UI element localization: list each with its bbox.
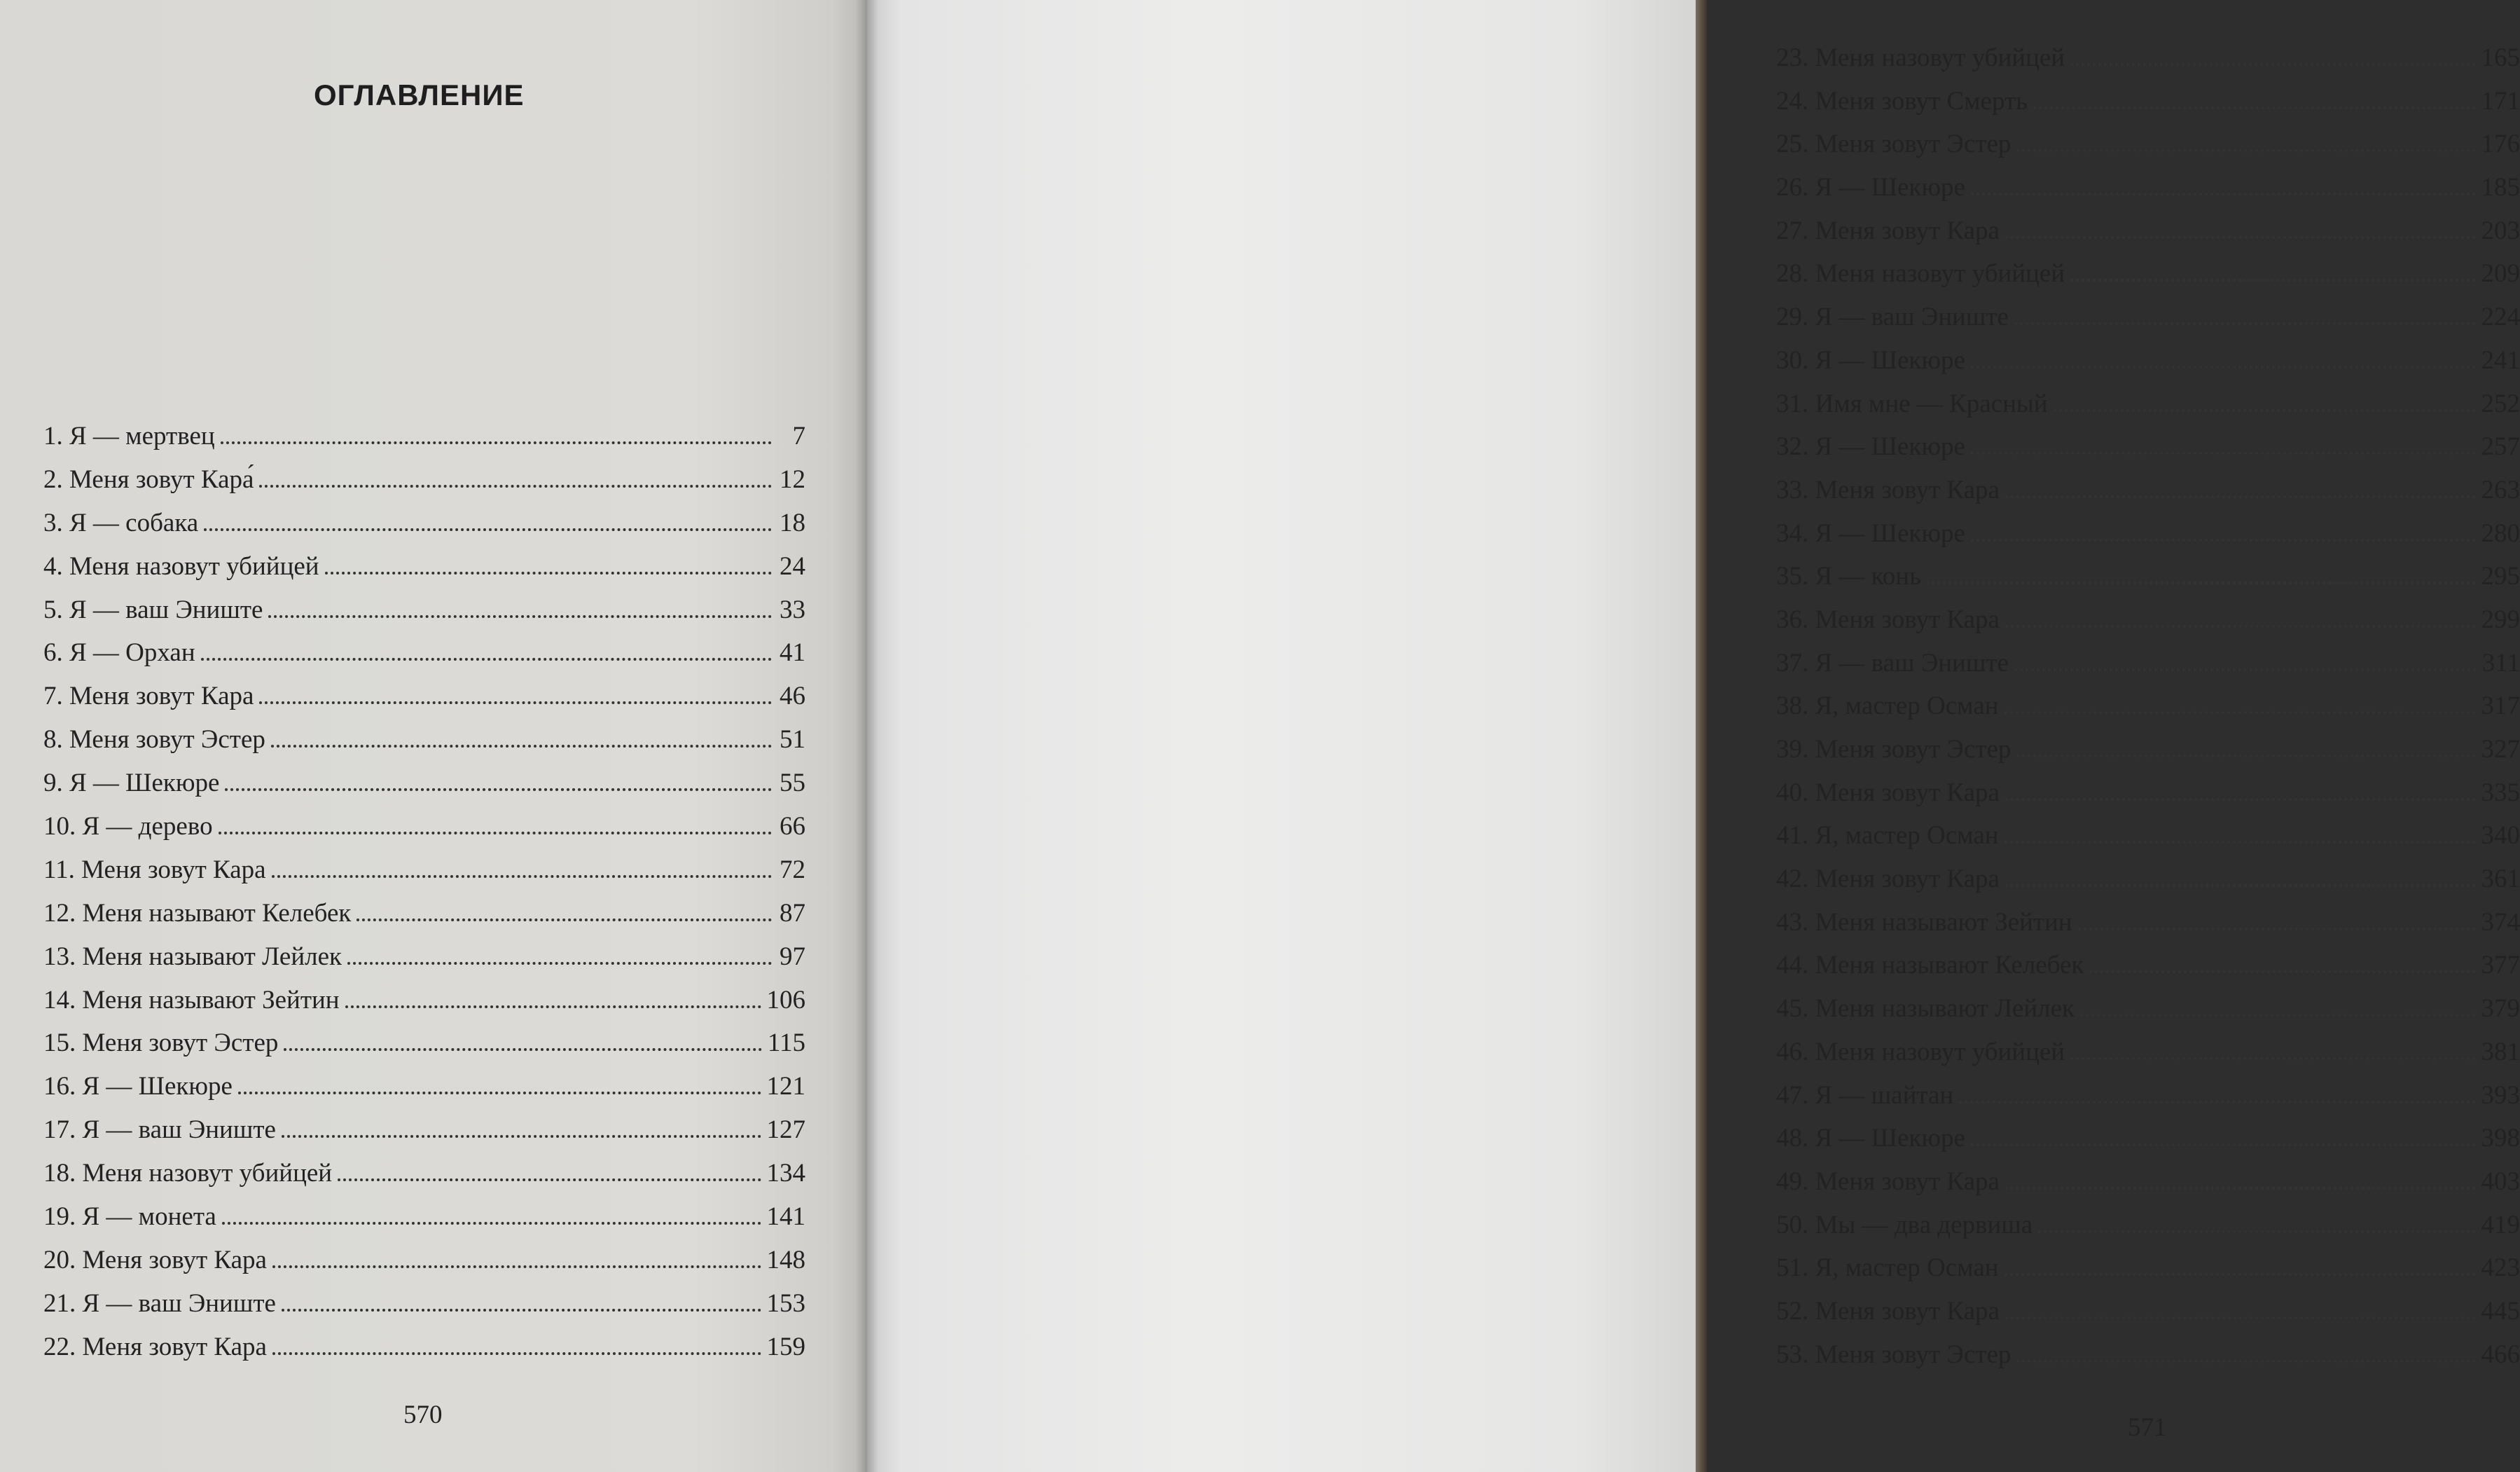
chapter-title: 2. Меня зовут Кара́ (43, 465, 254, 494)
dot-leader (2070, 63, 2475, 66)
dot-leader (1971, 193, 2476, 195)
chapter-page-number: 327 (2481, 735, 2520, 764)
dot-leader (2005, 495, 2476, 498)
chapter-title: 21. Я — ваш Эниште (43, 1288, 276, 1318)
toc-entry (43, 1108, 805, 1152)
toc-entry (1776, 296, 2520, 339)
chapter-title: 24. Меня зовут Смерть (1776, 86, 2028, 116)
chapter-page-number: 340 (2481, 821, 2520, 851)
chapter-title: 50. Мы — два дервиша (1776, 1210, 2033, 1239)
dot-leader (2070, 279, 2475, 282)
toc-entry (1776, 512, 2520, 556)
chapter-page-number: 403 (2481, 1167, 2520, 1196)
chapter-page-number: 311 (2481, 648, 2520, 677)
toc-entry (1776, 555, 2520, 598)
chapter-page-number: 97 (780, 942, 805, 971)
chapter-title: 38. Я, мастер Осман (1776, 692, 1999, 721)
chapter-page-number: 374 (2481, 907, 2520, 937)
chapter-page-number: 209 (2481, 259, 2520, 289)
chapter-page-number: 252 (2481, 389, 2520, 418)
chapter-page-number: 12 (780, 465, 805, 494)
toc-entry (1776, 685, 2520, 728)
toc-entry (1776, 771, 2520, 815)
dot-leader (219, 832, 772, 834)
chapter-title: 16. Я — Шекюре (43, 1072, 233, 1101)
chapter-page-number: 41 (780, 638, 805, 668)
toc-entry (43, 631, 805, 675)
toc-entry (43, 935, 805, 979)
chapter-title: 45. Меня называют Лейлек (1776, 994, 2075, 1024)
dot-leader (356, 919, 772, 921)
toc-entry (43, 848, 805, 892)
chapter-page-number: 18 (780, 508, 805, 537)
chapter-page-number: 55 (780, 769, 805, 798)
toc-entry (1776, 1160, 2520, 1204)
dot-leader (2038, 1230, 2475, 1233)
dot-leader (1959, 1101, 2475, 1103)
toc-entry (43, 502, 805, 545)
chapter-title: 41. Я, мастер Осман (1776, 821, 1999, 851)
chapter-page-number: 398 (2481, 1124, 2520, 1153)
chapter-title: 7. Меня зовут Кара (43, 682, 254, 711)
chapter-page-number: 280 (2481, 518, 2520, 548)
toc-entry (1776, 1031, 2520, 1074)
chapter-title: 17. Я — ваш Эниште (43, 1115, 276, 1145)
chapter-page-number: 134 (766, 1159, 805, 1188)
dot-leader (2005, 1273, 2476, 1276)
dot-leader (1971, 366, 2476, 369)
chapter-title: 5. Я — ваш Эниште (43, 595, 263, 624)
chapter-page-number: 148 (766, 1245, 805, 1274)
toc-entry (1776, 469, 2520, 512)
dot-leader (222, 1222, 761, 1225)
toc-entry (1776, 36, 2520, 80)
dot-leader (2089, 970, 2475, 973)
chapter-title: 37. Я — ваш Эниште (1776, 648, 2009, 677)
chapter-title: 32. Я — Шекюре (1776, 432, 1965, 462)
dot-leader (2016, 1360, 2475, 1363)
toc-entry (1776, 209, 2520, 253)
toc-entry (1776, 252, 2520, 296)
chapter-title: 51. Я, мастер Осман (1776, 1253, 1999, 1283)
dot-leader (2016, 755, 2475, 757)
chapter-page-number: 317 (2481, 692, 2520, 721)
toc-entry (1776, 80, 2520, 123)
chapter-title: 19. Я — монета (43, 1202, 216, 1232)
dot-leader (2078, 928, 2476, 930)
chapter-title: 12. Меня называют Келебек (43, 898, 352, 928)
toc-entry (43, 1065, 805, 1108)
dot-leader (2005, 711, 2476, 714)
dot-leader (2005, 841, 2476, 844)
chapter-page-number: 379 (2481, 994, 2520, 1024)
chapter-page-number: 115 (767, 1029, 805, 1058)
chapter-title: 27. Меня зовут Кара (1776, 216, 2000, 245)
dot-leader (347, 962, 772, 965)
chapter-page-number: 171 (2481, 86, 2520, 116)
chapter-title: 6. Я — Орхан (43, 638, 195, 668)
chapter-title: 15. Меня зовут Эстер (43, 1029, 279, 1058)
chapter-page-number: 159 (766, 1332, 805, 1361)
chapter-page-number: 445 (2481, 1296, 2520, 1326)
chapter-title: 49. Меня зовут Кара (1776, 1167, 2000, 1196)
chapter-title: 52. Меня зовут Кара (1776, 1296, 2000, 1326)
toc-entry (43, 1282, 805, 1326)
page-number-right: 571 (2128, 1413, 2167, 1442)
dot-leader (284, 1048, 761, 1051)
dot-leader (282, 1309, 761, 1312)
dot-leader (1971, 452, 2476, 455)
chapter-title: 36. Меня зовут Кара (1776, 605, 2000, 634)
toc-entry (1776, 814, 2520, 858)
chapter-title: 8. Меня зовут Эстер (43, 725, 265, 755)
toc-entry (43, 1326, 805, 1369)
toc-entry (43, 1152, 805, 1195)
chapter-page-number: 7 (792, 422, 805, 450)
chapter-page-number: 185 (2481, 173, 2520, 202)
dot-leader (204, 528, 772, 531)
chapter-title: 34. Я — Шекюре (1776, 518, 1965, 548)
chapter-page-number: 51 (780, 725, 805, 755)
chapter-page-number: 87 (780, 898, 805, 928)
toc-entry (1776, 987, 2520, 1031)
chapter-title: 48. Я — Шекюре (1776, 1124, 1965, 1153)
chapter-title: 47. Я — шайтан (1776, 1080, 1954, 1110)
left-page (0, 0, 867, 1472)
chapter-title: 23. Меня назовут убийцей (1776, 43, 2065, 72)
toc-list-left (43, 415, 805, 1369)
dot-leader (2014, 322, 2476, 325)
chapter-title: 14. Меня называют Зейтин (43, 985, 340, 1014)
chapter-page-number: 72 (780, 855, 805, 884)
chapter-title: 9. Я — Шекюре (43, 769, 220, 798)
chapter-page-number: 423 (2481, 1253, 2520, 1283)
toc-entry (1776, 1117, 2520, 1160)
toc-entry (43, 1239, 805, 1282)
chapter-title: 29. Я — ваш Эниште (1776, 303, 2009, 332)
dot-leader (221, 441, 772, 444)
chapter-title: 20. Меня зовут Кара (43, 1245, 267, 1274)
dot-leader (2005, 236, 2476, 239)
toc-entry (43, 458, 805, 502)
dot-leader (338, 1178, 761, 1181)
chapter-title: 18. Меня назовут убийцей (43, 1159, 333, 1188)
dot-leader (2005, 625, 2476, 628)
book-page-edge (1696, 0, 1707, 1472)
chapter-page-number: 24 (780, 551, 805, 581)
toc-entry (1776, 858, 2520, 901)
chapter-title: 25. Меня зовут Эстер (1776, 130, 2012, 159)
chapter-page-number: 361 (2481, 865, 2520, 894)
dot-leader (325, 572, 772, 575)
chapter-page-number: 299 (2481, 605, 2520, 634)
chapter-title: 40. Меня зовут Кара (1776, 778, 2000, 807)
toc-entry (43, 718, 805, 762)
dot-leader (2005, 1187, 2476, 1190)
dot-leader (2005, 884, 2476, 887)
chapter-page-number: 106 (766, 985, 805, 1014)
dot-leader (345, 1005, 761, 1008)
chapter-page-number: 121 (766, 1072, 805, 1101)
toc-list-right (1776, 36, 2520, 1376)
chapter-title: 43. Меня называют Зейтин (1776, 907, 2072, 937)
toc-entry (1776, 728, 2520, 771)
chapter-page-number: 224 (2481, 303, 2520, 332)
dot-leader (2014, 668, 2477, 671)
dot-leader (282, 1135, 761, 1138)
chapter-page-number: 153 (766, 1288, 805, 1318)
dot-leader (2005, 1316, 2476, 1319)
toc-entry (1776, 425, 2520, 469)
chapter-title: 1. Я — мертвец (43, 422, 215, 450)
toc-entry (1776, 1246, 2520, 1290)
toc-entry (1776, 598, 2520, 642)
page-number-left: 570 (403, 1401, 443, 1429)
dot-leader (225, 788, 772, 791)
toc-entry (43, 675, 805, 718)
toc-entry (1776, 123, 2520, 166)
dot-leader (268, 615, 772, 618)
chapter-page-number: 203 (2481, 216, 2520, 245)
chapter-page-number: 165 (2481, 43, 2520, 72)
toc-entry (43, 892, 805, 935)
toc-entry (43, 589, 805, 632)
chapter-page-number: 241 (2481, 345, 2520, 375)
chapter-page-number: 127 (766, 1115, 805, 1145)
chapter-page-number: 263 (2481, 475, 2520, 504)
toc-entry (43, 415, 805, 458)
dot-leader (2054, 409, 2476, 412)
dot-leader (2070, 1057, 2475, 1060)
chapter-page-number: 419 (2481, 1210, 2520, 1239)
toc-entry (1776, 383, 2520, 426)
chapter-title: 39. Меня зовут Эстер (1776, 735, 2012, 764)
chapter-title: 44. Меня называют Келебек (1776, 951, 2084, 980)
toc-entry (1776, 1290, 2520, 1333)
toc-entry (43, 545, 805, 589)
dot-leader (271, 745, 772, 748)
chapter-page-number: 466 (2481, 1340, 2520, 1369)
chapter-title: 22. Меня зовут Кара (43, 1332, 267, 1361)
chapter-page-number: 377 (2481, 951, 2520, 980)
toc-entry (1776, 166, 2520, 209)
chapter-page-number: 393 (2481, 1080, 2520, 1110)
toc-entry (1776, 1074, 2520, 1117)
toc-entry (1776, 1204, 2520, 1247)
chapter-title: 13. Меня называют Лейлек (43, 942, 342, 971)
chapter-title: 11. Меня зовут Кара (43, 855, 266, 884)
dot-leader (2033, 106, 2476, 109)
chapter-page-number: 46 (780, 682, 805, 711)
dot-leader (272, 1265, 761, 1268)
dot-leader (2080, 1014, 2475, 1017)
chapter-title: 4. Меня назовут убийцей (43, 551, 319, 581)
dot-leader (272, 875, 772, 878)
toc-entry (1776, 339, 2520, 383)
chapter-page-number: 66 (780, 812, 805, 841)
right-page (867, 0, 2520, 1472)
chapter-title: 42. Меня зовут Кара (1776, 865, 2000, 894)
dot-leader (238, 1092, 761, 1094)
chapter-page-number: 33 (780, 595, 805, 624)
chapter-title: 33. Меня зовут Кара (1776, 475, 2000, 504)
toc-entry (43, 762, 805, 805)
dot-leader (1971, 539, 2476, 542)
chapter-page-number: 381 (2481, 1037, 2520, 1066)
dot-leader (1971, 1143, 2476, 1146)
chapter-page-number: 176 (2481, 130, 2520, 159)
chapter-page-number: 141 (766, 1202, 805, 1232)
chapter-page-number: 257 (2481, 432, 2520, 462)
chapter-title: 26. Я — Шекюре (1776, 173, 1965, 202)
toc-entry (43, 979, 805, 1022)
dot-leader (2016, 149, 2475, 152)
chapter-title: 30. Я — Шекюре (1776, 345, 1965, 375)
chapter-title: 46. Меня назовут убийцей (1776, 1037, 2065, 1066)
dot-leader (259, 485, 772, 488)
chapter-title: 35. Я — конь (1776, 562, 1921, 591)
chapter-title: 28. Меня назовут убийцей (1776, 259, 2065, 289)
chapter-title: 10. Я — дерево (43, 812, 213, 841)
toc-entry (1776, 944, 2520, 987)
dot-leader (2005, 798, 2476, 801)
toc-entry (1776, 642, 2520, 685)
page-title: ОГЛАВЛЕНИЕ (314, 78, 525, 112)
toc-entry (43, 805, 805, 848)
toc-entry (43, 1195, 805, 1239)
chapter-title: 53. Меня зовут Эстер (1776, 1340, 2012, 1369)
dot-leader (201, 658, 772, 661)
chapter-title: 3. Я — собака (43, 508, 199, 537)
toc-entry (1776, 1333, 2520, 1377)
chapter-page-number: 335 (2481, 778, 2520, 807)
toc-entry (1776, 901, 2520, 944)
toc-entry (43, 1022, 805, 1065)
dot-leader (1927, 582, 2476, 584)
chapter-title: 31. Имя мне — Красный (1776, 389, 2048, 418)
chapter-page-number: 295 (2481, 562, 2520, 591)
dot-leader (259, 701, 772, 704)
dot-leader (272, 1352, 761, 1355)
